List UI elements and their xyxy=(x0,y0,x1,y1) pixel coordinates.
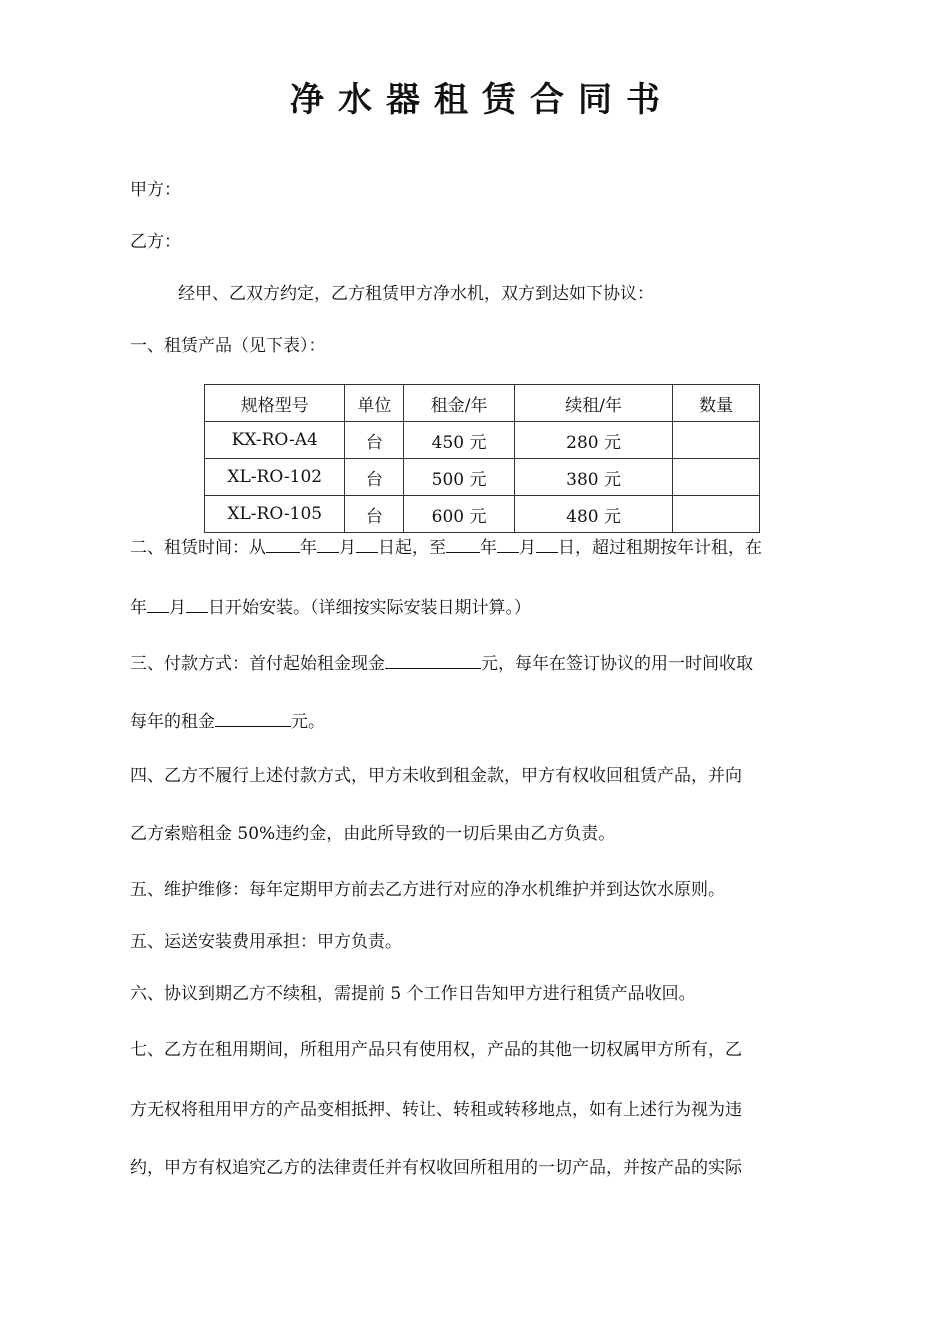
table-row xyxy=(205,496,760,533)
intro-paragraph: 经甲、乙双方约定，乙方租赁甲方净水机，双方到达如下协议： xyxy=(178,284,654,304)
section-7-line-2: 方无权将租用甲方的产品变相抵押、转让、转租或转移地点，如有上述行为视为违 xyxy=(130,1100,742,1120)
cell-renewal: 380 元 xyxy=(514,459,672,496)
section-3-line-1 xyxy=(130,650,850,676)
table-row xyxy=(205,459,760,496)
yuan-label: 元。 xyxy=(291,712,325,732)
cell-renewal: 480 元 xyxy=(514,496,672,533)
section-5-delivery: 五、运送安装费用承担：甲方负责。 xyxy=(130,932,402,952)
cell-rent: 500 元 xyxy=(404,459,515,496)
payment-label: 三、付款方式：首付起始租金现金 xyxy=(130,654,385,674)
payment-rest: 元，每年在签订协议的用一时间收取 xyxy=(481,654,753,674)
section-2-line-2 xyxy=(130,594,850,620)
document-title: 净水器租赁合同书 xyxy=(290,80,674,120)
start-year-blank xyxy=(266,534,300,553)
cell-renewal: 280 元 xyxy=(514,422,672,459)
install-month-blank xyxy=(147,594,169,613)
section-7-line-3: 约，甲方有权追究乙方的法律责任并有权收回所租用的一切产品，并按产品的实际 xyxy=(130,1158,742,1178)
header-renewal: 续租/年 xyxy=(514,385,672,422)
start-day-blank xyxy=(356,534,378,553)
cell-unit: 台 xyxy=(345,459,404,496)
install-day-blank xyxy=(186,594,208,613)
month-label: 月 xyxy=(169,598,186,618)
header-unit: 单位 xyxy=(345,385,404,422)
year-label: 年 xyxy=(480,538,497,558)
section-2-line-1 xyxy=(130,534,850,560)
table-row xyxy=(205,422,760,459)
cell-model: KX-RO-A4 xyxy=(205,422,345,459)
header-quantity: 数量 xyxy=(673,385,760,422)
section-4-line-2: 乙方索赔租金 50%违约金，由此所导致的一切后果由乙方负责。 xyxy=(130,824,616,844)
section-3-line-2 xyxy=(130,708,850,734)
lease-from-label: 二、租赁时间：从 xyxy=(130,538,266,558)
annual-rent-blank xyxy=(215,708,291,727)
section-5-maintenance: 五、维护维修：每年定期甲方前去乙方进行对应的净水机维护并到达饮水原则。 xyxy=(130,880,725,900)
party-a-label: 甲方： xyxy=(130,180,181,200)
product-table xyxy=(204,384,760,533)
cell-rent: 600 元 xyxy=(404,496,515,533)
cell-model: XL-RO-102 xyxy=(205,459,345,496)
month-label: 月 xyxy=(519,538,536,558)
header-rent: 租金/年 xyxy=(404,385,515,422)
cell-unit: 台 xyxy=(345,496,404,533)
section-1-heading: 一、租赁产品（见下表）： xyxy=(130,336,326,356)
cell-rent: 450 元 xyxy=(404,422,515,459)
end-month-blank xyxy=(497,534,519,553)
cell-quantity xyxy=(673,459,760,496)
year-label: 年 xyxy=(130,598,147,618)
end-year-blank xyxy=(446,534,480,553)
end-day-blank xyxy=(536,534,558,553)
month-label: 月 xyxy=(339,538,356,558)
cell-quantity xyxy=(673,496,760,533)
first-payment-blank xyxy=(385,650,481,669)
section-7-line-1: 七、乙方在租用期间，所租用产品只有使用权，产品的其他一切权属甲方所有，乙 xyxy=(130,1040,742,1060)
day-end-label: 日，超过租期按年计租，在 xyxy=(558,538,762,558)
section-4-line-1: 四、乙方不履行上述付款方式，甲方未收到租金款，甲方有权收回租赁产品，并向 xyxy=(130,766,742,786)
header-model: 规格型号 xyxy=(205,385,345,422)
annual-rent-label: 每年的租金 xyxy=(130,712,215,732)
day-from-label: 日起，至 xyxy=(378,538,446,558)
section-6: 六、协议到期乙方不续租，需提前 5 个工作日告知甲方进行租赁产品收回。 xyxy=(130,984,696,1004)
table-header-row xyxy=(205,385,760,422)
party-b-label: 乙方： xyxy=(130,232,181,252)
start-month-blank xyxy=(317,534,339,553)
year-label: 年 xyxy=(300,538,317,558)
cell-unit: 台 xyxy=(345,422,404,459)
install-note: 日开始安装。（详细按实际安装日期计算。） xyxy=(208,598,531,618)
cell-quantity xyxy=(673,422,760,459)
cell-model: XL-RO-105 xyxy=(205,496,345,533)
